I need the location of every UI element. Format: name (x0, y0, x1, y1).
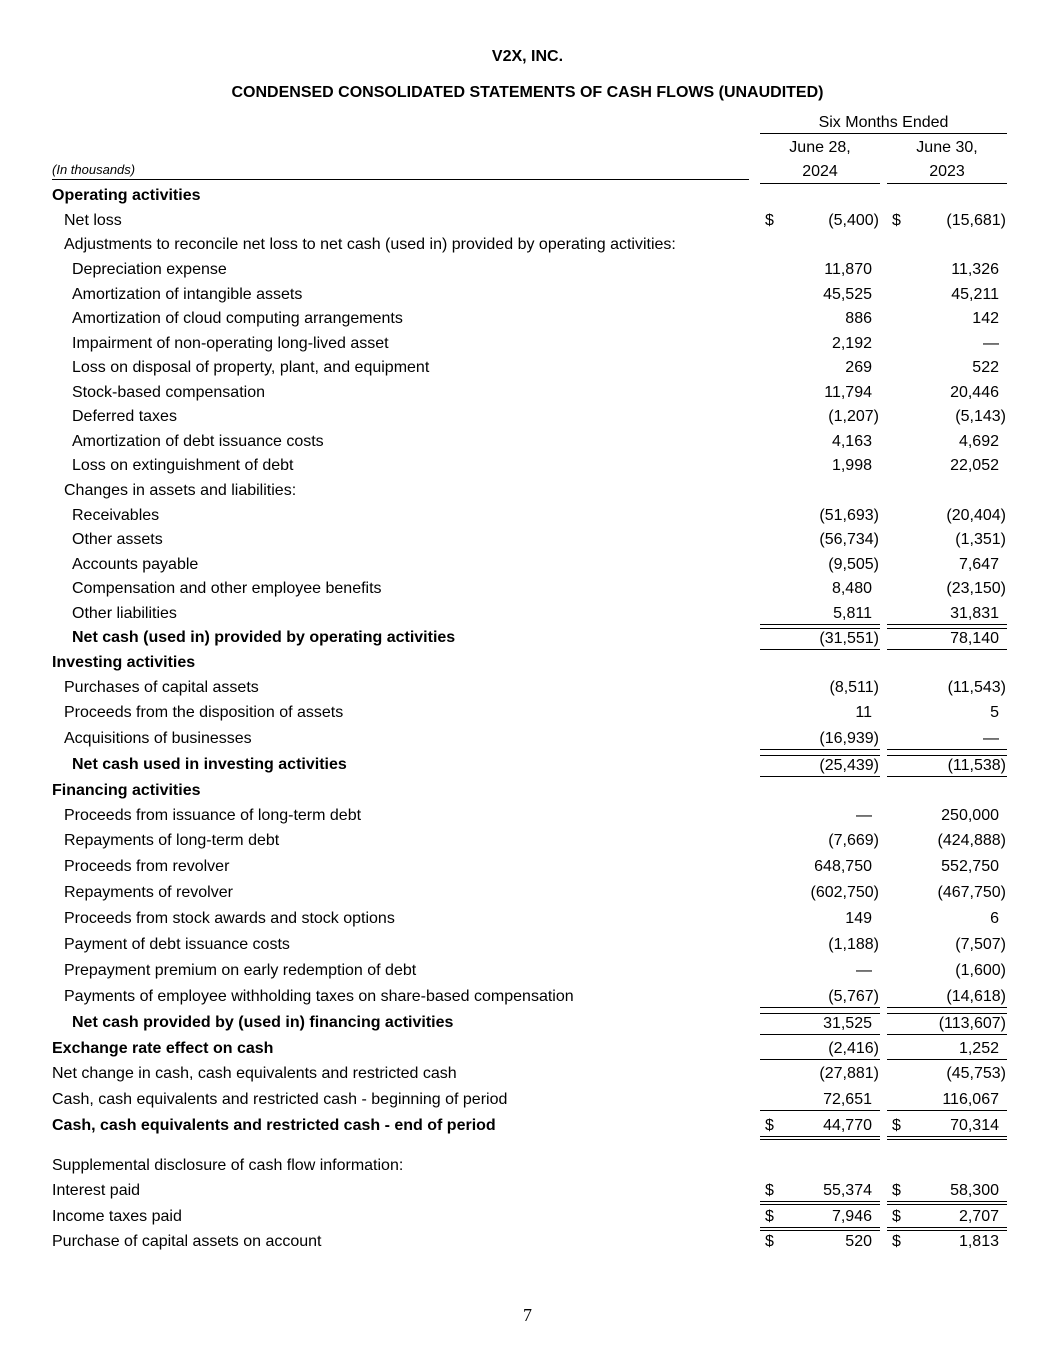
value-2024 (760, 260, 880, 280)
amount: (31,551) (819, 630, 879, 647)
value-2023 (887, 1207, 1007, 1231)
value-2024 (760, 883, 880, 903)
value-2024 (760, 358, 880, 378)
col2-year: 2023 (887, 161, 1007, 184)
table-row (0, 857, 1055, 877)
table-row (0, 755, 1055, 775)
table-row (0, 935, 1055, 955)
value-2023 (887, 961, 1007, 981)
value-2024 (760, 961, 880, 981)
value-2024 (760, 653, 880, 673)
value-2023 (887, 729, 1007, 750)
table-row (0, 653, 1055, 673)
row-label: Net cash used in investing activities (72, 756, 347, 773)
amount: — (856, 807, 872, 824)
row-label: Amortization of debt issuance costs (72, 433, 324, 450)
value-2024 (760, 703, 880, 723)
amount: 11,870 (824, 261, 872, 278)
table-row (0, 1116, 1055, 1136)
value-2023 (887, 309, 1007, 329)
amount: 5,811 (833, 605, 872, 622)
value-2024 (760, 186, 880, 206)
row-label: Impairment of non-operating long-lived asset (72, 335, 389, 352)
table-row (0, 579, 1055, 599)
amount: 22,052 (950, 457, 999, 474)
row-label: Financing activities (52, 782, 201, 799)
amount: 44,770 (823, 1117, 872, 1134)
table-row (0, 729, 1055, 749)
value-2023 (887, 456, 1007, 476)
amount: 552,750 (941, 858, 999, 875)
value-2023 (887, 628, 1007, 650)
value-2024 (760, 555, 880, 575)
amount: 11,794 (824, 384, 872, 401)
value-2023 (887, 211, 1007, 231)
table-row (0, 1232, 1055, 1252)
amount: (9,505) (828, 556, 879, 573)
table-row (0, 1156, 1055, 1176)
value-2023 (887, 260, 1007, 280)
amount: 142 (972, 310, 999, 327)
value-2024 (760, 530, 880, 550)
amount: 45,525 (823, 286, 872, 303)
row-label: Payment of debt issuance costs (64, 936, 290, 953)
amount: 4,692 (958, 433, 999, 450)
table-row (0, 883, 1055, 903)
table-row (0, 235, 1055, 255)
value-2023 (887, 1039, 1007, 1060)
value-2023 (887, 186, 1007, 206)
amount: (5,143) (955, 408, 1006, 425)
amount: — (983, 335, 999, 352)
value-2023 (887, 806, 1007, 826)
value-2024 (760, 1013, 880, 1035)
amount: 116,067 (942, 1091, 999, 1108)
value-2023 (887, 1156, 1007, 1176)
value-2024 (760, 857, 880, 877)
value-2024 (760, 383, 880, 403)
value-2023 (887, 781, 1007, 801)
row-label: Proceeds from stock awards and stock options (64, 910, 395, 927)
row-label: Net cash provided by (used in) financing activities (72, 1014, 454, 1031)
row-label: Purchases of capital assets (64, 679, 259, 696)
amount: (1,188) (828, 936, 879, 953)
table-row (0, 383, 1055, 403)
row-label: Proceeds from issuance of long-term debt (64, 807, 362, 824)
amount: (2,416) (828, 1040, 879, 1057)
currency-symbol: $ (892, 212, 901, 229)
amount: (5,767) (828, 988, 879, 1005)
amount: 11,326 (951, 261, 999, 278)
col1-year: 2024 (760, 161, 880, 184)
row-label: Depreciation expense (72, 261, 227, 278)
value-2023 (887, 555, 1007, 575)
table-row (0, 432, 1055, 452)
value-2024 (760, 1232, 880, 1252)
table-row (0, 285, 1055, 305)
row-label: Proceeds from revolver (64, 858, 230, 875)
value-2024 (760, 285, 880, 305)
row-label: Acquisitions of businesses (64, 730, 252, 747)
amount: 55,374 (823, 1182, 872, 1199)
value-2023 (887, 1013, 1007, 1035)
currency-symbol: $ (765, 212, 774, 229)
row-label: Amortization of cloud computing arrangements (72, 310, 403, 327)
amount: (1,351) (955, 531, 1006, 548)
amount: 520 (845, 1233, 872, 1250)
value-2024 (760, 1116, 880, 1140)
amount: — (983, 730, 999, 747)
value-2023 (887, 407, 1007, 427)
period-header: Six Months Ended (760, 114, 1007, 134)
table-row (0, 806, 1055, 826)
value-2024 (760, 407, 880, 427)
amount: 8,480 (831, 580, 872, 597)
table-row (0, 987, 1055, 1007)
table-row (0, 456, 1055, 476)
amount: (15,681) (946, 212, 1006, 229)
value-2023 (887, 883, 1007, 903)
amount: 31,831 (950, 605, 999, 622)
table-row (0, 309, 1055, 329)
value-2023 (887, 579, 1007, 599)
table-row (0, 1013, 1055, 1033)
value-2023 (887, 1116, 1007, 1140)
amount: (1,207) (828, 408, 879, 425)
value-2023 (887, 1090, 1007, 1111)
amount: (23,150) (946, 580, 1006, 597)
value-2024 (760, 1064, 880, 1084)
row-label: Other liabilities (72, 605, 177, 622)
amount: (8,511) (829, 679, 879, 696)
amount: (14,618) (946, 988, 1006, 1005)
row-label: Adjustments to reconcile net loss to net cash (used in) provided by operating activities: (64, 236, 676, 253)
amount: (11,543) (947, 679, 1006, 696)
table-row (0, 186, 1055, 206)
currency-symbol: $ (892, 1233, 901, 1250)
value-2023 (887, 987, 1007, 1008)
value-2023 (887, 1181, 1007, 1205)
value-2023 (887, 1064, 1007, 1084)
value-2024 (760, 755, 880, 777)
row-label: Changes in assets and liabilities: (64, 482, 297, 499)
row-label: Compensation and other employee benefits (72, 580, 382, 597)
amount: — (856, 962, 872, 979)
amount: 522 (972, 359, 999, 376)
amount: 7,946 (831, 1208, 872, 1225)
amount: 20,446 (950, 384, 999, 401)
row-label: Accounts payable (72, 556, 199, 573)
amount: 45,211 (951, 286, 999, 303)
row-label: Amortization of intangible assets (72, 286, 303, 303)
table-row (0, 1090, 1055, 1110)
amount: (7,669) (828, 832, 879, 849)
page-number: 7 (523, 1305, 532, 1325)
value-2023 (887, 530, 1007, 550)
value-2024 (760, 678, 880, 698)
amount: (467,750) (937, 884, 1006, 901)
value-2023 (887, 506, 1007, 526)
value-2024 (760, 334, 880, 354)
value-2024 (760, 235, 880, 255)
table-row (0, 481, 1055, 501)
row-label: Deferred taxes (72, 408, 177, 425)
table-row (0, 1064, 1055, 1084)
value-2023 (887, 432, 1007, 452)
value-2024 (760, 1181, 880, 1205)
amount: (424,888) (937, 832, 1006, 849)
row-label: Loss on extinguishment of debt (72, 457, 294, 474)
value-2024 (760, 432, 880, 452)
table-row (0, 211, 1055, 231)
amount: 4,163 (831, 433, 872, 450)
amount: 72,651 (823, 1091, 872, 1108)
row-label: Proceeds from the disposition of assets (64, 704, 344, 721)
amount: (16,939) (819, 730, 879, 747)
value-2024 (760, 935, 880, 955)
col2-date: June 30, (916, 139, 978, 156)
value-2024 (760, 1207, 880, 1231)
amount: 58,300 (950, 1182, 999, 1199)
amount: 70,314 (950, 1117, 999, 1134)
value-2024 (760, 579, 880, 599)
row-label: Investing activities (52, 654, 196, 671)
currency-symbol: $ (892, 1117, 901, 1134)
value-2024 (760, 309, 880, 329)
amount: (27,881) (819, 1065, 879, 1082)
currency-symbol: $ (765, 1117, 774, 1134)
amount: (56,734) (819, 531, 879, 548)
amount: (20,404) (946, 507, 1006, 524)
value-2023 (887, 383, 1007, 403)
row-label: Purchase of capital assets on account (52, 1233, 322, 1250)
value-2024 (760, 1156, 880, 1176)
value-2023 (887, 653, 1007, 673)
amount: (25,439) (819, 757, 879, 774)
amount: 11 (855, 704, 872, 721)
value-2024 (760, 729, 880, 750)
row-label: Cash, cash equivalents and restricted cash - beginning of period (52, 1091, 508, 1108)
amount: 2,707 (958, 1208, 999, 1225)
table-row (0, 530, 1055, 550)
amount: (113,607) (938, 1015, 1006, 1032)
amount: (11,538) (947, 757, 1006, 774)
amount: (45,753) (946, 1065, 1006, 1082)
table-row (0, 961, 1055, 981)
value-2024 (760, 604, 880, 625)
currency-symbol: $ (892, 1208, 901, 1225)
value-2023 (887, 334, 1007, 354)
amount: 648,750 (814, 858, 872, 875)
table-row (0, 555, 1055, 575)
amount: 1,998 (831, 457, 872, 474)
amount: 5 (990, 704, 999, 721)
row-label: Prepayment premium on early redemption of debt (64, 962, 417, 979)
value-2024 (760, 506, 880, 526)
value-2023 (887, 935, 1007, 955)
row-label: Interest paid (52, 1182, 141, 1199)
value-2023 (887, 678, 1007, 698)
value-2023 (887, 1232, 1007, 1252)
amount: (5,400) (828, 212, 879, 229)
table-row (0, 628, 1055, 648)
table-row (0, 506, 1055, 526)
row-label: Stock-based compensation (72, 384, 265, 401)
currency-symbol: $ (765, 1182, 774, 1199)
currency-symbol: $ (892, 1182, 901, 1199)
table-row (0, 703, 1055, 723)
amount: (51,693) (819, 507, 879, 524)
row-label: Repayments of revolver (64, 884, 233, 901)
amount: 250,000 (941, 807, 999, 824)
amount: (602,750) (810, 884, 879, 901)
value-2023 (887, 481, 1007, 501)
value-2023 (887, 358, 1007, 378)
row-label: Other assets (72, 531, 163, 548)
table-row (0, 334, 1055, 354)
company-name: V2X, INC. (491, 48, 564, 65)
value-2023 (887, 285, 1007, 305)
value-2023 (887, 604, 1007, 625)
table-row (0, 1207, 1055, 1227)
row-label: Exchange rate effect on cash (52, 1040, 274, 1057)
units-note: (In thousands) (52, 162, 749, 180)
row-label: Net change in cash, cash equivalents and restricted cash (52, 1065, 457, 1082)
amount: 31,525 (823, 1015, 872, 1032)
amount: 149 (845, 910, 872, 927)
value-2024 (760, 831, 880, 851)
amount: 886 (845, 310, 872, 327)
table-row (0, 781, 1055, 801)
value-2023 (887, 831, 1007, 851)
value-2024 (760, 1090, 880, 1111)
row-label: Payments of employee withholding taxes on share-based compensation (64, 988, 574, 1005)
row-label: Income taxes paid (52, 1208, 182, 1225)
value-2023 (887, 857, 1007, 877)
statement-title: CONDENSED CONSOLIDATED STATEMENTS OF CASH FLOWS (UNAUDITED) (231, 84, 824, 101)
row-label: Net loss (64, 212, 122, 229)
table-row (0, 407, 1055, 427)
row-label: Loss on disposal of property, plant, and equipment (72, 359, 430, 376)
amount: 1,813 (958, 1233, 999, 1250)
value-2024 (760, 987, 880, 1008)
table-row (0, 358, 1055, 378)
row-label: Net cash (used in) provided by operating activities (72, 629, 456, 646)
currency-symbol: $ (765, 1233, 774, 1250)
table-row (0, 909, 1055, 929)
amount: 78,140 (950, 630, 999, 647)
value-2023 (887, 909, 1007, 929)
value-2024 (760, 211, 880, 231)
value-2024 (760, 1039, 880, 1060)
table-row (0, 260, 1055, 280)
amount: (7,507) (955, 936, 1006, 953)
value-2024 (760, 781, 880, 801)
table-row (0, 604, 1055, 624)
currency-symbol: $ (765, 1208, 774, 1225)
table-row (0, 831, 1055, 851)
value-2024 (760, 909, 880, 929)
table-row (0, 1181, 1055, 1201)
row-label: Cash, cash equivalents and restricted cash - end of period (52, 1117, 496, 1134)
table-row (0, 678, 1055, 698)
amount: 1,252 (958, 1040, 999, 1057)
value-2023 (887, 703, 1007, 723)
row-label: Operating activities (52, 187, 201, 204)
amount: 2,192 (831, 335, 872, 352)
value-2024 (760, 628, 880, 650)
value-2024 (760, 806, 880, 826)
row-label: Supplemental disclosure of cash flow information: (52, 1157, 404, 1174)
table-row (0, 1039, 1055, 1059)
amount: 7,647 (958, 556, 999, 573)
amount: (1,600) (955, 962, 1006, 979)
col1-date: June 28, (789, 139, 851, 156)
value-2024 (760, 481, 880, 501)
value-2023 (887, 755, 1007, 777)
value-2023 (887, 235, 1007, 255)
row-label: Repayments of long-term debt (64, 832, 280, 849)
amount: 6 (990, 910, 999, 927)
amount: 269 (845, 359, 872, 376)
row-label: Receivables (72, 507, 160, 524)
value-2024 (760, 456, 880, 476)
